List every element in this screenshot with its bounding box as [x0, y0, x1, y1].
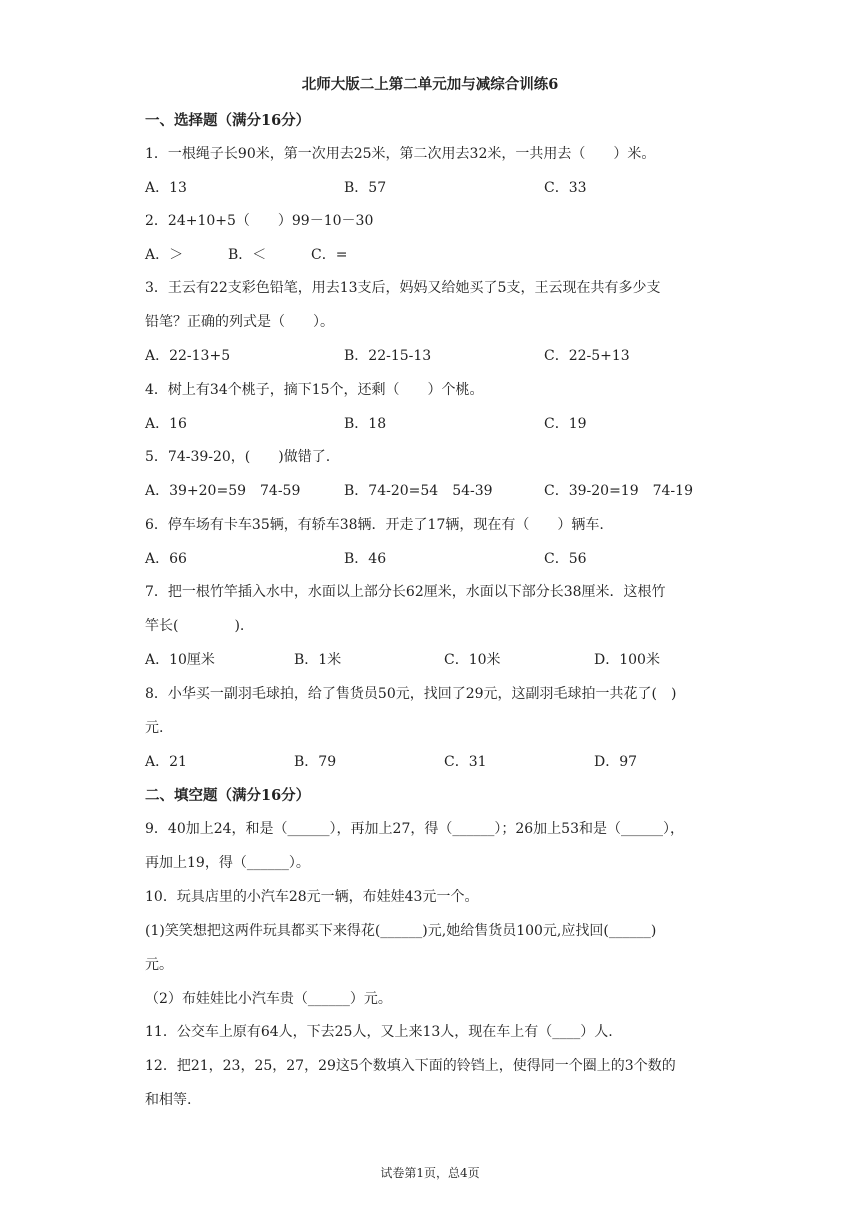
q8-option-a: A．21: [145, 754, 187, 770]
question-7-line-2: 竿长( ).: [145, 618, 245, 634]
q4-option-c: C．19: [544, 416, 587, 432]
section-fill-heading: 二、填空题（满分16分）: [145, 787, 311, 804]
question-2: 2．24+10+5（ ）99－10－30: [145, 213, 374, 229]
question-11: 11．公交车上原有64人，下去25人，又上来13人，现在车上有（____）人.: [145, 1024, 613, 1040]
q4-option-b: B．18: [344, 416, 387, 432]
q6-option-c: C．56: [544, 551, 587, 567]
question-10-part-1-line-2: 元。: [145, 957, 173, 973]
question-3-line-1: 3．王云有22支彩色铅笔，用去13支后，妈妈又给她买了5支，王云现在共有多少支: [145, 280, 661, 296]
q3-option-c: C．22-5+13: [544, 348, 630, 364]
q2-option-c: C．=: [311, 247, 348, 263]
q5-option-b: B．74-20=54 54-39: [344, 483, 493, 499]
q8-option-b: B．79: [294, 754, 337, 770]
question-10: 10．玩具店里的小汽车28元一辆，布娃娃43元一个。: [145, 889, 479, 905]
page-footer: 试卷第1页，总4页: [380, 1166, 480, 1180]
q1-option-b: B．57: [344, 180, 387, 196]
q7-option-c: C．10米: [444, 652, 501, 668]
question-3-line-2: 铅笔？正确的列式是（ ）。: [145, 314, 334, 330]
q8-option-c: C．31: [444, 754, 487, 770]
section-choice-heading: 一、选择题（满分16分）: [145, 112, 311, 129]
q1-option-a: A．13: [145, 180, 187, 196]
q4-option-a: A．16: [145, 416, 187, 432]
q7-option-a: A．10厘米: [145, 652, 215, 668]
q6-option-b: B．46: [344, 551, 387, 567]
question-4: 4．树上有34个桃子，摘下15个，还剩（ ）个桃。: [145, 382, 484, 398]
question-5: 5．74-39-20，( )做错了.: [145, 449, 331, 465]
q8-option-d: D．97: [594, 754, 638, 770]
q1-option-c: C．33: [544, 180, 587, 196]
q5-option-c: C．39-20=19 74-19: [544, 483, 693, 499]
q2-option-a: A．＞: [145, 247, 184, 263]
question-1: 1．一根绳子长90米，第一次用去25米，第二次用去32米，一共用去（ ）米。: [145, 146, 656, 162]
page-title: 北师大版二上第二单元加与减综合训练6: [301, 76, 559, 93]
question-7-line-1: 7．把一根竹竿插入水中，水面以上部分长62厘米，水面以下部分长38厘米．这根竹: [145, 584, 666, 600]
question-8-line-1: 8．小华买一副羽毛球拍，给了售货员50元，找回了29元，这副羽毛球拍一共花了( ): [145, 686, 677, 702]
question-8-line-2: 元.: [145, 720, 164, 736]
question-9-line-2: 再加上19，得（______）。: [145, 855, 310, 871]
q7-option-b: B．1米: [294, 652, 342, 668]
question-10-part-1-line-1: (1)笑笑想把这两件玩具都买下来得花(______)元,她给售货员100元,应找回(______): [145, 923, 657, 939]
q5-option-a: A．39+20=59 74-59: [145, 483, 301, 499]
q6-option-a: A．66: [145, 551, 187, 567]
question-12-line-1: 12．把21，23，25，27，29这5个数填入下面的铃铛上，使得同一个圈上的3个数的: [145, 1058, 676, 1074]
question-9-line-1: 9．40加上24，和是（______），再加上27，得（______）；26加上53和是（______），: [145, 821, 684, 837]
question-10-part-2: （2）布娃娃比小汽车贵（______）元。: [145, 991, 392, 1007]
q3-option-b: B．22-15-13: [344, 348, 432, 364]
q7-option-d: D．100米: [594, 652, 660, 668]
question-6: 6．停车场有卡车35辆，有轿车38辆．开走了17辆，现在有（ ）辆车.: [145, 517, 604, 533]
q3-option-a: A．22-13+5: [145, 348, 231, 364]
q2-option-b: B．＜: [228, 247, 267, 263]
question-12-line-2: 和相等.: [145, 1092, 192, 1108]
